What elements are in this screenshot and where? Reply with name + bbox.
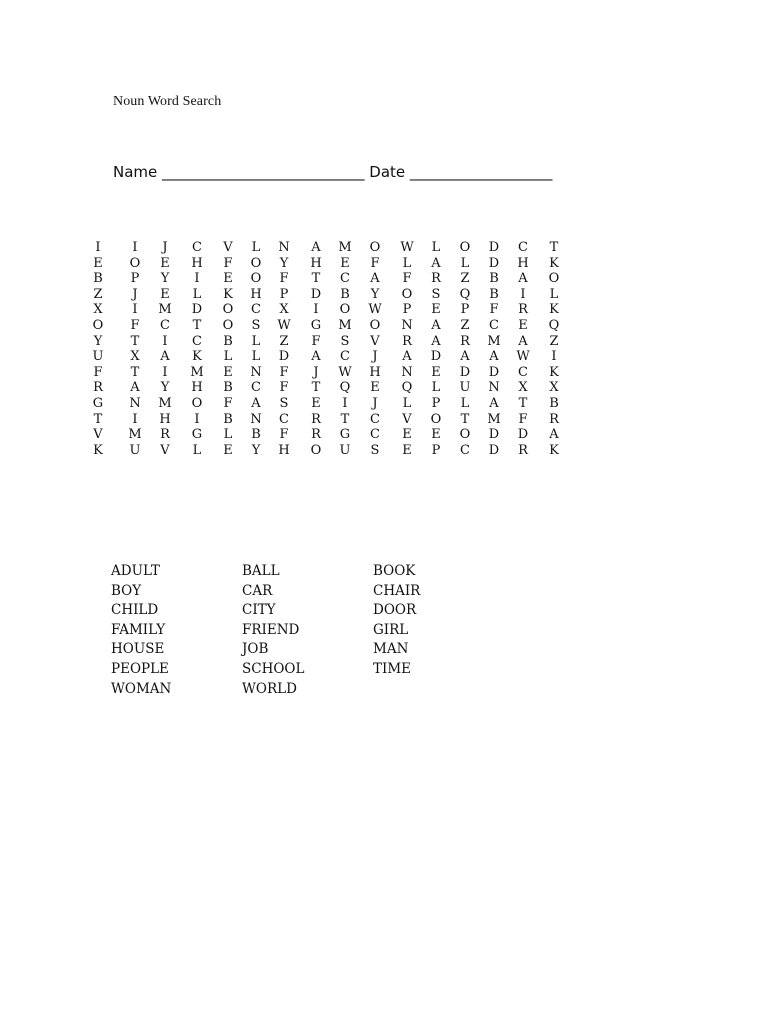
word-list	[111, 562, 504, 699]
grid-letter: E	[93, 255, 103, 271]
grid-letter: R	[460, 333, 470, 349]
word-list-item: BALL	[242, 563, 280, 579]
grid-letter: J	[313, 364, 319, 380]
grid-letter: A	[431, 317, 441, 333]
grid-letter: B	[223, 333, 233, 349]
grid-letter: E	[223, 442, 233, 458]
grid-letter: O	[92, 317, 104, 333]
grid-letter: C	[489, 317, 499, 333]
grid-letter: T	[340, 411, 350, 427]
word-list-item: GIRL	[373, 621, 409, 638]
grid-letter: O	[222, 317, 234, 333]
grid-letter: F	[223, 395, 233, 411]
grid-letter: I	[162, 333, 168, 349]
grid-letter: E	[160, 255, 170, 271]
grid-letter: C	[192, 333, 202, 349]
grid-letter: T	[130, 333, 140, 349]
grid-letter: A	[311, 240, 321, 255]
grid-letter: R	[160, 427, 170, 443]
grid-letter: E	[340, 255, 350, 271]
grid-letter: Q	[459, 286, 471, 302]
grid-letter: J	[372, 395, 378, 411]
grid-letter: Z	[279, 333, 289, 349]
grid-letter: R	[431, 271, 441, 287]
grid-letter: E	[431, 364, 441, 380]
grid-letter: F	[370, 255, 380, 271]
word-column	[111, 562, 242, 699]
grid-letter: L	[192, 286, 202, 302]
grid-letter: F	[279, 271, 289, 287]
grid-letter: L	[251, 349, 261, 365]
grid-letter: L	[251, 240, 261, 255]
grid-letter: C	[251, 302, 261, 318]
grid-letter: K	[549, 302, 559, 318]
grid-letter: M	[338, 317, 352, 333]
grid-letter: A	[130, 380, 140, 396]
grid-letter: C	[370, 411, 380, 427]
grid-letter: L	[251, 333, 261, 349]
grid-letter: M	[190, 364, 204, 380]
grid-letter: U	[92, 349, 104, 365]
grid-letter: L	[549, 286, 559, 302]
grid-letter: C	[370, 427, 380, 443]
grid-letter: K	[93, 442, 103, 458]
page-title: Noun Word Search	[113, 94, 222, 109]
grid-letter: R	[93, 380, 103, 396]
grid-letter: C	[251, 380, 261, 396]
grid-letter: P	[431, 442, 441, 458]
word-list-item: FAMILY	[111, 621, 166, 638]
grid-letter: A	[518, 271, 528, 287]
grid-letter: T	[518, 395, 528, 411]
word-list-item: PEOPLE	[111, 660, 169, 677]
grid-letter: V	[370, 333, 380, 349]
grid-letter: W	[338, 364, 352, 380]
grid-letter: Z	[549, 333, 559, 349]
grid-letter: X	[518, 380, 528, 396]
grid-letter: A	[311, 349, 321, 365]
grid-letter: C	[192, 240, 202, 255]
grid-letter: K	[549, 255, 559, 271]
grid-letter: L	[402, 395, 412, 411]
grid-letter: A	[431, 255, 441, 271]
grid-letter: X	[93, 302, 103, 318]
grid-letter: U	[129, 442, 141, 458]
grid-letter: H	[191, 255, 203, 271]
grid-letter: T	[311, 271, 321, 287]
grid-letter: O	[430, 411, 442, 427]
grid-letter: P	[460, 302, 470, 318]
word-list-item: CHILD	[111, 602, 159, 619]
grid-letter: O	[369, 317, 381, 333]
grid-letter: T	[311, 380, 321, 396]
grid-letter: W	[368, 302, 382, 318]
grid-letter: A	[431, 333, 441, 349]
grid-letter: O	[250, 271, 262, 287]
word-list-item: ADULT	[111, 563, 160, 579]
grid-letter: M	[128, 427, 142, 443]
word-list-item: TIME	[373, 660, 412, 677]
grid-letter: O	[339, 302, 351, 318]
grid-letter: P	[279, 286, 289, 302]
grid-letter: L	[223, 427, 233, 443]
grid-letter: C	[518, 364, 528, 380]
grid-letter: A	[160, 349, 170, 365]
grid-letter: K	[549, 364, 559, 380]
grid-letter: C	[518, 240, 528, 255]
grid-letter: A	[489, 349, 499, 365]
grid-letter: E	[160, 286, 170, 302]
grid-letter: S	[431, 286, 441, 302]
grid-letter: T	[130, 364, 140, 380]
grid-letter: K	[549, 442, 559, 458]
grid-letter: Z	[93, 286, 103, 302]
grid-letter: M	[338, 240, 352, 255]
grid-letter: A	[549, 427, 559, 443]
grid-letter: A	[518, 333, 528, 349]
grid-letter: B	[549, 395, 559, 411]
grid-letter: O	[459, 427, 471, 443]
grid-letter: O	[459, 240, 471, 255]
grid-letter: M	[487, 333, 501, 349]
grid-letter: H	[159, 411, 171, 427]
grid-letter: G	[310, 317, 322, 333]
grid-letter: T	[460, 411, 470, 427]
grid-letter: R	[518, 302, 528, 318]
grid-letter: G	[339, 427, 351, 443]
word-list-item: JOB	[242, 641, 269, 658]
grid-letter: I	[551, 349, 557, 365]
grid-letter: N	[250, 411, 262, 427]
grid-letter: K	[223, 286, 233, 302]
grid-letter: A	[370, 271, 380, 287]
grid-letter: V	[223, 240, 233, 255]
grid-letter: I	[132, 411, 138, 427]
word-list-item: BOY	[111, 582, 142, 599]
grid-letter: E	[402, 442, 412, 458]
grid-letter: W	[400, 240, 414, 255]
grid-letter: Y	[93, 333, 103, 349]
grid-letter: A	[489, 395, 499, 411]
grid-letter: E	[370, 380, 380, 396]
grid-letter: O	[310, 442, 322, 458]
grid-letter: R	[311, 427, 321, 443]
grid-letter: H	[369, 364, 381, 380]
grid-letter: S	[279, 395, 289, 411]
grid-letter: C	[340, 349, 350, 365]
grid-letter: M	[487, 411, 501, 427]
grid-letter: Y	[160, 380, 170, 396]
word-list-item: HOUSE	[111, 641, 165, 658]
grid-letter: D	[488, 240, 500, 255]
word-list-item: SCHOOL	[242, 660, 305, 677]
grid-letter: N	[401, 364, 413, 380]
grid-letter: B	[340, 286, 350, 302]
grid-letter: B	[223, 380, 233, 396]
grid-letter: O	[369, 240, 381, 255]
grid-letter: O	[548, 271, 560, 287]
grid-letter: S	[370, 442, 380, 458]
grid-letter: T	[192, 317, 202, 333]
grid-letter: E	[223, 271, 233, 287]
grid-letter: C	[279, 411, 289, 427]
grid-letter: D	[191, 302, 203, 318]
grid-letter: V	[93, 427, 103, 443]
grid-letter: Z	[460, 317, 470, 333]
word-list-item: WORLD	[242, 680, 297, 697]
grid-letter: Y	[370, 286, 380, 302]
grid-letter: Q	[339, 380, 351, 396]
grid-letter: G	[191, 427, 203, 443]
grid-letter: C	[340, 271, 350, 287]
grid-letter: N	[488, 380, 500, 396]
grid-letter: D	[488, 427, 500, 443]
grid-letter: A	[251, 395, 261, 411]
grid-letter: T	[93, 411, 103, 427]
word-column	[242, 562, 373, 699]
grid-letter: L	[431, 380, 441, 396]
grid-letter: L	[431, 240, 441, 255]
grid-letter: E	[402, 427, 412, 443]
grid-letter: D	[310, 286, 322, 302]
grid-letter: L	[402, 255, 412, 271]
grid-letter: O	[191, 395, 203, 411]
grid-letter: B	[93, 271, 103, 287]
grid-letter: K	[192, 349, 202, 365]
grid-letter: D	[488, 364, 500, 380]
grid-letter: R	[311, 411, 321, 427]
grid-letter: I	[194, 411, 200, 427]
grid-letter: U	[339, 442, 351, 458]
grid-letter: O	[129, 255, 141, 271]
word-list-item: MAN	[373, 641, 409, 658]
grid-letter: J	[372, 349, 378, 365]
grid-letter: I	[342, 395, 348, 411]
grid-letter: B	[489, 271, 499, 287]
grid-letter: R	[402, 333, 412, 349]
grid-letter: X	[279, 302, 289, 318]
grid-letter: H	[517, 255, 529, 271]
grid-letter: H	[191, 380, 203, 396]
grid-letter: N	[278, 240, 290, 255]
grid-letter: F	[489, 302, 499, 318]
word-list-item: CITY	[242, 602, 276, 619]
grid-letter: J	[132, 286, 138, 302]
grid-letter: Y	[279, 255, 289, 271]
grid-letter: D	[278, 349, 290, 365]
grid-letter: Z	[460, 271, 470, 287]
grid-letter: L	[460, 255, 470, 271]
grid-letter: M	[158, 302, 172, 318]
grid-letter: F	[223, 255, 233, 271]
grid-letter: I	[132, 302, 138, 318]
grid-letter: F	[279, 427, 289, 443]
grid-letter: F	[130, 317, 140, 333]
grid-letter: U	[459, 380, 471, 396]
grid-letter: E	[518, 317, 528, 333]
grid-letter: B	[223, 411, 233, 427]
grid-letter: E	[311, 395, 321, 411]
grid-letter: C	[460, 442, 470, 458]
grid-letter: B	[251, 427, 261, 443]
grid-letter: O	[401, 286, 413, 302]
grid-letter: S	[251, 317, 261, 333]
grid-letter: N	[250, 364, 262, 380]
grid-letter: F	[518, 411, 528, 427]
word-list-item: DOOR	[373, 602, 417, 619]
grid-letter: I	[194, 271, 200, 287]
grid-letter: I	[313, 302, 319, 318]
grid-letter: D	[430, 349, 442, 365]
word-list-item: CAR	[242, 582, 273, 599]
grid-letter: F	[311, 333, 321, 349]
grid-letter: L	[460, 395, 470, 411]
grid-letter: D	[488, 442, 500, 458]
grid-letter: L	[192, 442, 202, 458]
grid-letter: O	[222, 302, 234, 318]
grid-letter: N	[129, 395, 141, 411]
grid-letter: Y	[251, 442, 261, 458]
grid-letter: A	[402, 349, 412, 365]
grid-letter: M	[158, 395, 172, 411]
grid-letter: C	[160, 317, 170, 333]
grid-letter: X	[130, 349, 140, 365]
grid-letter: I	[132, 240, 138, 255]
grid-letter: D	[459, 364, 471, 380]
grid-letter: F	[402, 271, 412, 287]
grid-letter: F	[93, 364, 103, 380]
grid-letter: I	[95, 240, 101, 255]
grid-letter: D	[517, 427, 529, 443]
grid-letter: I	[162, 364, 168, 380]
grid-letter: E	[431, 427, 441, 443]
grid-letter: H	[250, 286, 262, 302]
grid-letter: V	[160, 442, 170, 458]
grid-letter: D	[488, 255, 500, 271]
grid-letter: I	[520, 286, 526, 302]
grid-letter: H	[278, 442, 290, 458]
grid-letter: E	[223, 364, 233, 380]
grid-letter: X	[549, 380, 559, 396]
grid-letter: J	[162, 240, 168, 255]
word-column	[373, 562, 504, 699]
grid-letter: F	[279, 380, 289, 396]
grid-letter: E	[431, 302, 441, 318]
grid-letter: L	[223, 349, 233, 365]
grid-letter: A	[460, 349, 470, 365]
grid-letter: G	[92, 395, 104, 411]
grid-letter: F	[279, 364, 289, 380]
word-list-item: WOMAN	[111, 680, 172, 697]
grid-letter: V	[402, 411, 412, 427]
grid-letter: Q	[401, 380, 413, 396]
name-date-line: Name ___________________________ Date ___________________	[113, 163, 553, 181]
grid-letter: W	[277, 317, 291, 333]
grid-letter: P	[402, 302, 412, 318]
grid-letter: T	[549, 240, 559, 255]
grid-letter: R	[549, 411, 559, 427]
word-list-item: CHAIR	[373, 582, 421, 599]
word-list-item: FRIEND	[242, 621, 300, 638]
grid-letter: O	[250, 255, 262, 271]
grid-letter: B	[489, 286, 499, 302]
grid-letter: W	[516, 349, 530, 365]
grid-letter: Y	[160, 271, 170, 287]
grid-letter: S	[340, 333, 350, 349]
grid-letter: P	[431, 395, 441, 411]
grid-letter: Q	[548, 317, 560, 333]
grid-letter: R	[518, 442, 528, 458]
grid-letter: P	[130, 271, 140, 287]
word-list-item: BOOK	[373, 563, 416, 579]
grid-letter: H	[310, 255, 322, 271]
grid-letter: N	[401, 317, 413, 333]
